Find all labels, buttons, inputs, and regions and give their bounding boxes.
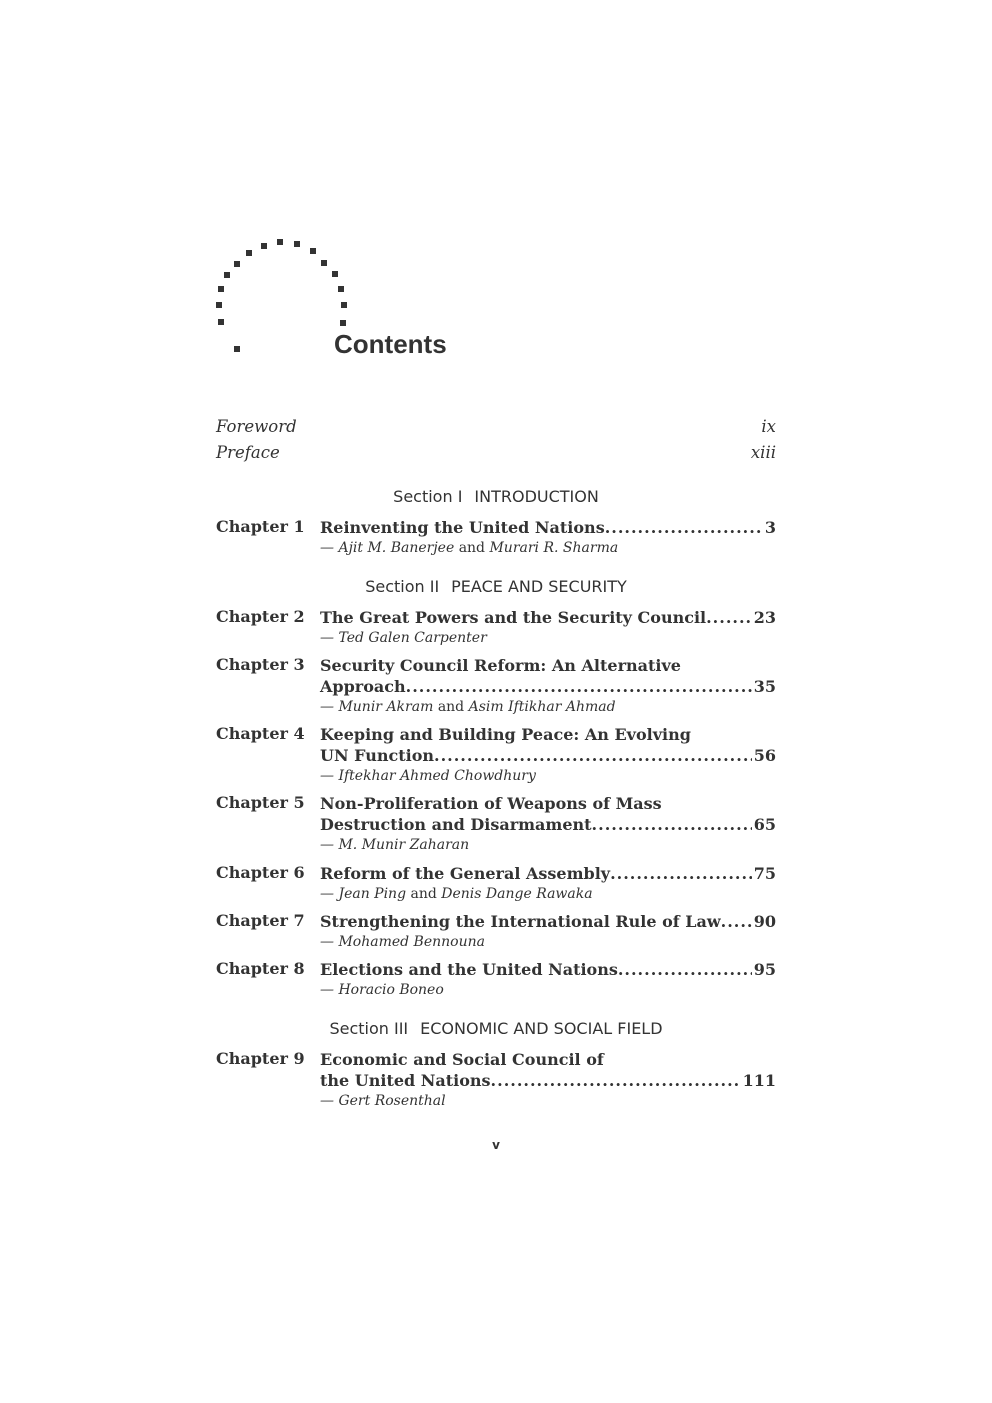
chapter-page: 75 xyxy=(753,864,776,883)
section-name: PEACE AND SECURITY xyxy=(451,577,627,596)
chapter-label: Chapter 8 xyxy=(216,959,305,978)
author-name: Mohamed Bennouna xyxy=(338,934,485,950)
chapter-title: Keeping and Building Peace: An Evolving xyxy=(320,725,691,744)
chapter-authors: — Jean Ping and Denis Dange Rawaka xyxy=(320,886,593,902)
author-name: Ted Galen Carpenter xyxy=(338,630,487,646)
author-name: Gert Rosenthal xyxy=(338,1093,446,1109)
dot-leader xyxy=(706,607,752,628)
page-number: v xyxy=(492,1138,500,1152)
chapter-title-line xyxy=(320,676,776,697)
front-matter-foreword[interactable] xyxy=(216,417,776,436)
chapter-title: Non-Proliferation of Weapons of Mass xyxy=(320,794,662,813)
chapter-title-line xyxy=(320,607,776,628)
chapter-title: the United Nations xyxy=(320,1071,491,1090)
chapter-page: 111 xyxy=(742,1071,776,1090)
dot-leader xyxy=(491,1070,741,1091)
chapter-page: 35 xyxy=(753,677,776,696)
chapter-label: Chapter 3 xyxy=(216,655,305,674)
chapter-title-line xyxy=(320,1070,776,1091)
dot-leader xyxy=(610,863,752,884)
chapter-title: The Great Powers and the Security Council xyxy=(320,608,707,627)
dot-leader xyxy=(721,911,752,932)
chapter-title: Security Council Reform: An Alternative xyxy=(320,656,681,675)
front-matter-label: Foreword xyxy=(216,417,297,436)
front-matter-preface[interactable] xyxy=(216,443,776,462)
chapter-title-line xyxy=(320,814,776,835)
chapter-authors: — Ted Galen Carpenter xyxy=(320,630,487,646)
chapter-title-line xyxy=(320,911,776,932)
front-matter-page: xiii xyxy=(750,443,776,462)
chapter-authors: — Ajit M. Banerjee and Murari R. Sharma xyxy=(320,540,619,556)
decorative-dot-arc xyxy=(214,238,354,358)
page-title: Contents xyxy=(334,329,447,359)
author-name: Asim Iftikhar Ahmad xyxy=(468,699,616,715)
chapter-authors: — Munir Akram and Asim Iftikhar Ahmad xyxy=(320,699,616,715)
section-number: Section I xyxy=(393,487,463,506)
chapter-label: Chapter 7 xyxy=(216,911,305,930)
chapter-authors: — Mohamed Bennouna xyxy=(320,934,485,950)
section-heading-3 xyxy=(216,1019,776,1038)
dot-leader xyxy=(434,745,752,766)
author-name: Munir Akram xyxy=(338,699,434,715)
dot-leader xyxy=(592,814,752,835)
chapter-label: Chapter 9 xyxy=(216,1049,305,1068)
author-name: M. Munir Zaharan xyxy=(338,837,470,853)
chapter-title-line xyxy=(320,959,776,980)
chapter-title-line xyxy=(320,745,776,766)
chapter-authors: — Iftekhar Ahmed Chowdhury xyxy=(320,768,536,784)
section-heading-2 xyxy=(216,577,776,596)
chapter-title: Reinventing the United Nations xyxy=(320,518,605,537)
chapter-label: Chapter 6 xyxy=(216,863,305,882)
author-name: Murari R. Sharma xyxy=(489,540,619,556)
section-name: INTRODUCTION xyxy=(474,487,599,506)
chapter-authors: — Horacio Boneo xyxy=(320,982,444,998)
chapter-label: Chapter 5 xyxy=(216,793,305,812)
section-number: Section III xyxy=(329,1019,409,1038)
chapter-title: Economic and Social Council of xyxy=(320,1050,604,1069)
author-name: Denis Dange Rawaka xyxy=(441,886,593,902)
chapter-label: Chapter 1 xyxy=(216,517,305,536)
chapter-page: 65 xyxy=(753,815,776,834)
dot-leader xyxy=(605,517,763,538)
chapter-title: Approach xyxy=(320,677,406,696)
author-name: Jean Ping xyxy=(338,886,407,902)
chapter-title: Strengthening the International Rule of Law xyxy=(320,912,721,931)
front-matter-label: Preface xyxy=(216,443,280,462)
chapter-title: Destruction and Disarmament xyxy=(320,815,592,834)
chapter-authors: — Gert Rosenthal xyxy=(320,1093,446,1109)
dot-leader xyxy=(406,676,752,697)
chapter-authors: — M. Munir Zaharan xyxy=(320,837,470,853)
author-name: Horacio Boneo xyxy=(338,982,444,998)
chapter-title-line xyxy=(320,863,776,884)
chapter-title: Elections and the United Nations xyxy=(320,960,618,979)
chapter-title: UN Function xyxy=(320,746,435,765)
chapter-page: 3 xyxy=(764,518,776,537)
author-name: Iftekhar Ahmed Chowdhury xyxy=(338,768,536,784)
section-number: Section II xyxy=(365,577,440,596)
chapter-title: Reform of the General Assembly xyxy=(320,864,611,883)
chapter-label: Chapter 2 xyxy=(216,607,305,626)
chapter-title-line xyxy=(320,517,776,538)
section-heading-1 xyxy=(216,487,776,506)
chapter-label: Chapter 4 xyxy=(216,724,305,743)
front-matter-page: ix xyxy=(761,417,776,436)
chapter-page: 95 xyxy=(753,960,776,979)
author-name: Ajit M. Banerjee xyxy=(338,540,455,556)
section-name: ECONOMIC AND SOCIAL FIELD xyxy=(420,1019,663,1038)
dot-leader xyxy=(618,959,752,980)
chapter-page: 90 xyxy=(753,912,776,931)
chapter-page: 56 xyxy=(753,746,776,765)
chapter-page: 23 xyxy=(753,608,776,627)
